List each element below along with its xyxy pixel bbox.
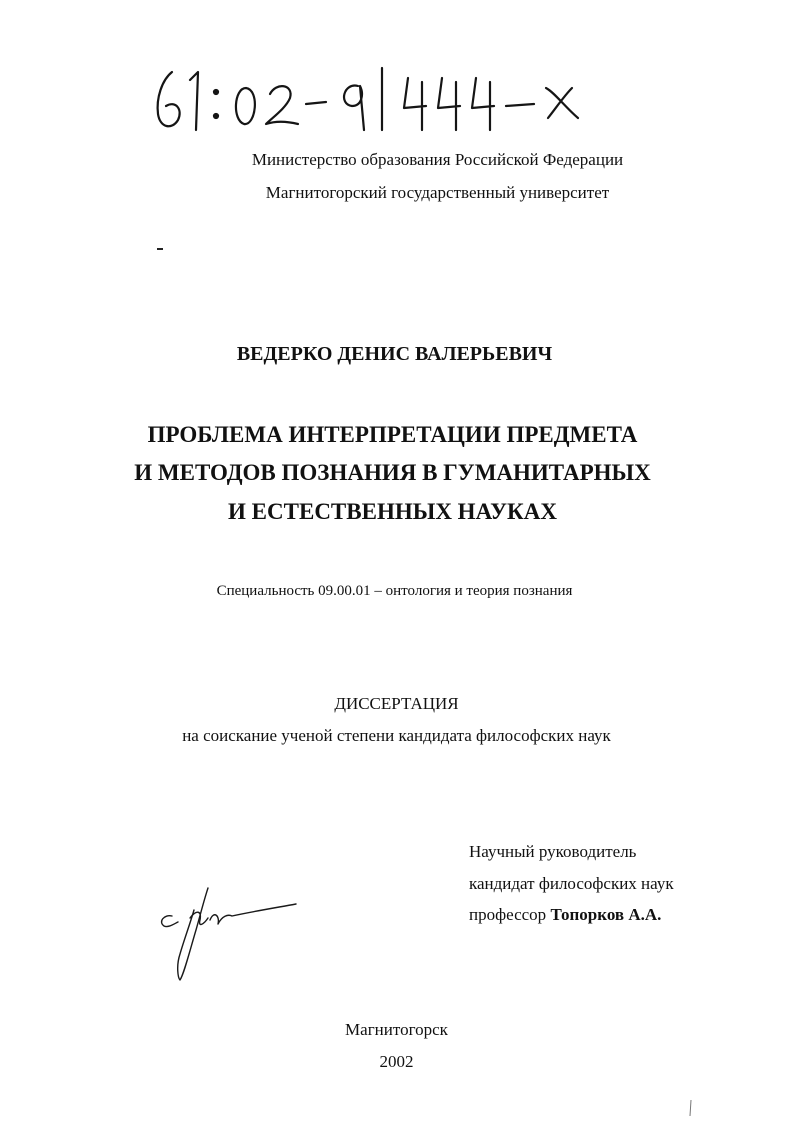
publication-city: Магнитогорск bbox=[345, 1020, 448, 1039]
author-name: ВЕДЕРКО ДЕНИС ВАЛЕРЬЕВИЧ bbox=[236, 343, 553, 365]
author-signature bbox=[150, 880, 310, 990]
supervisor-degree: кандидат философских наук bbox=[469, 874, 674, 893]
handwritten-archive-code bbox=[150, 58, 590, 138]
ministry-name: Министерство образования Российской Федерации bbox=[251, 150, 624, 169]
supervisor-rank: профессор bbox=[469, 905, 547, 924]
corner-mark bbox=[686, 1098, 696, 1118]
supervisor-name: Топорков А.А. bbox=[550, 905, 662, 924]
dissertation-purpose: на соискание ученой степени кандидата философских наук bbox=[182, 726, 611, 745]
thesis-title-line-2: И МЕТОДОВ ПОЗНАНИЯ В ГУМАНИТАРНЫХ bbox=[134, 460, 651, 485]
thesis-title-line-1: ПРОБЛЕМА ИНТЕРПРЕТАЦИИ ПРЕДМЕТА bbox=[147, 422, 638, 447]
university-name: Магнитогорский государственный университет bbox=[265, 183, 610, 202]
supervisor-rank-and-name bbox=[469, 905, 661, 925]
dissertation-type: ДИССЕРТАЦИЯ bbox=[334, 694, 459, 713]
thesis-title-line-3: И ЕСТЕСТВЕННЫХ НАУКАХ bbox=[228, 499, 557, 524]
specialty-line: Специальность 09.00.01 – онтология и теория познания bbox=[216, 583, 573, 599]
stray-mark bbox=[157, 248, 163, 250]
supervisor-role: Научный руководитель bbox=[469, 842, 637, 861]
publication-year: 2002 bbox=[379, 1052, 414, 1071]
